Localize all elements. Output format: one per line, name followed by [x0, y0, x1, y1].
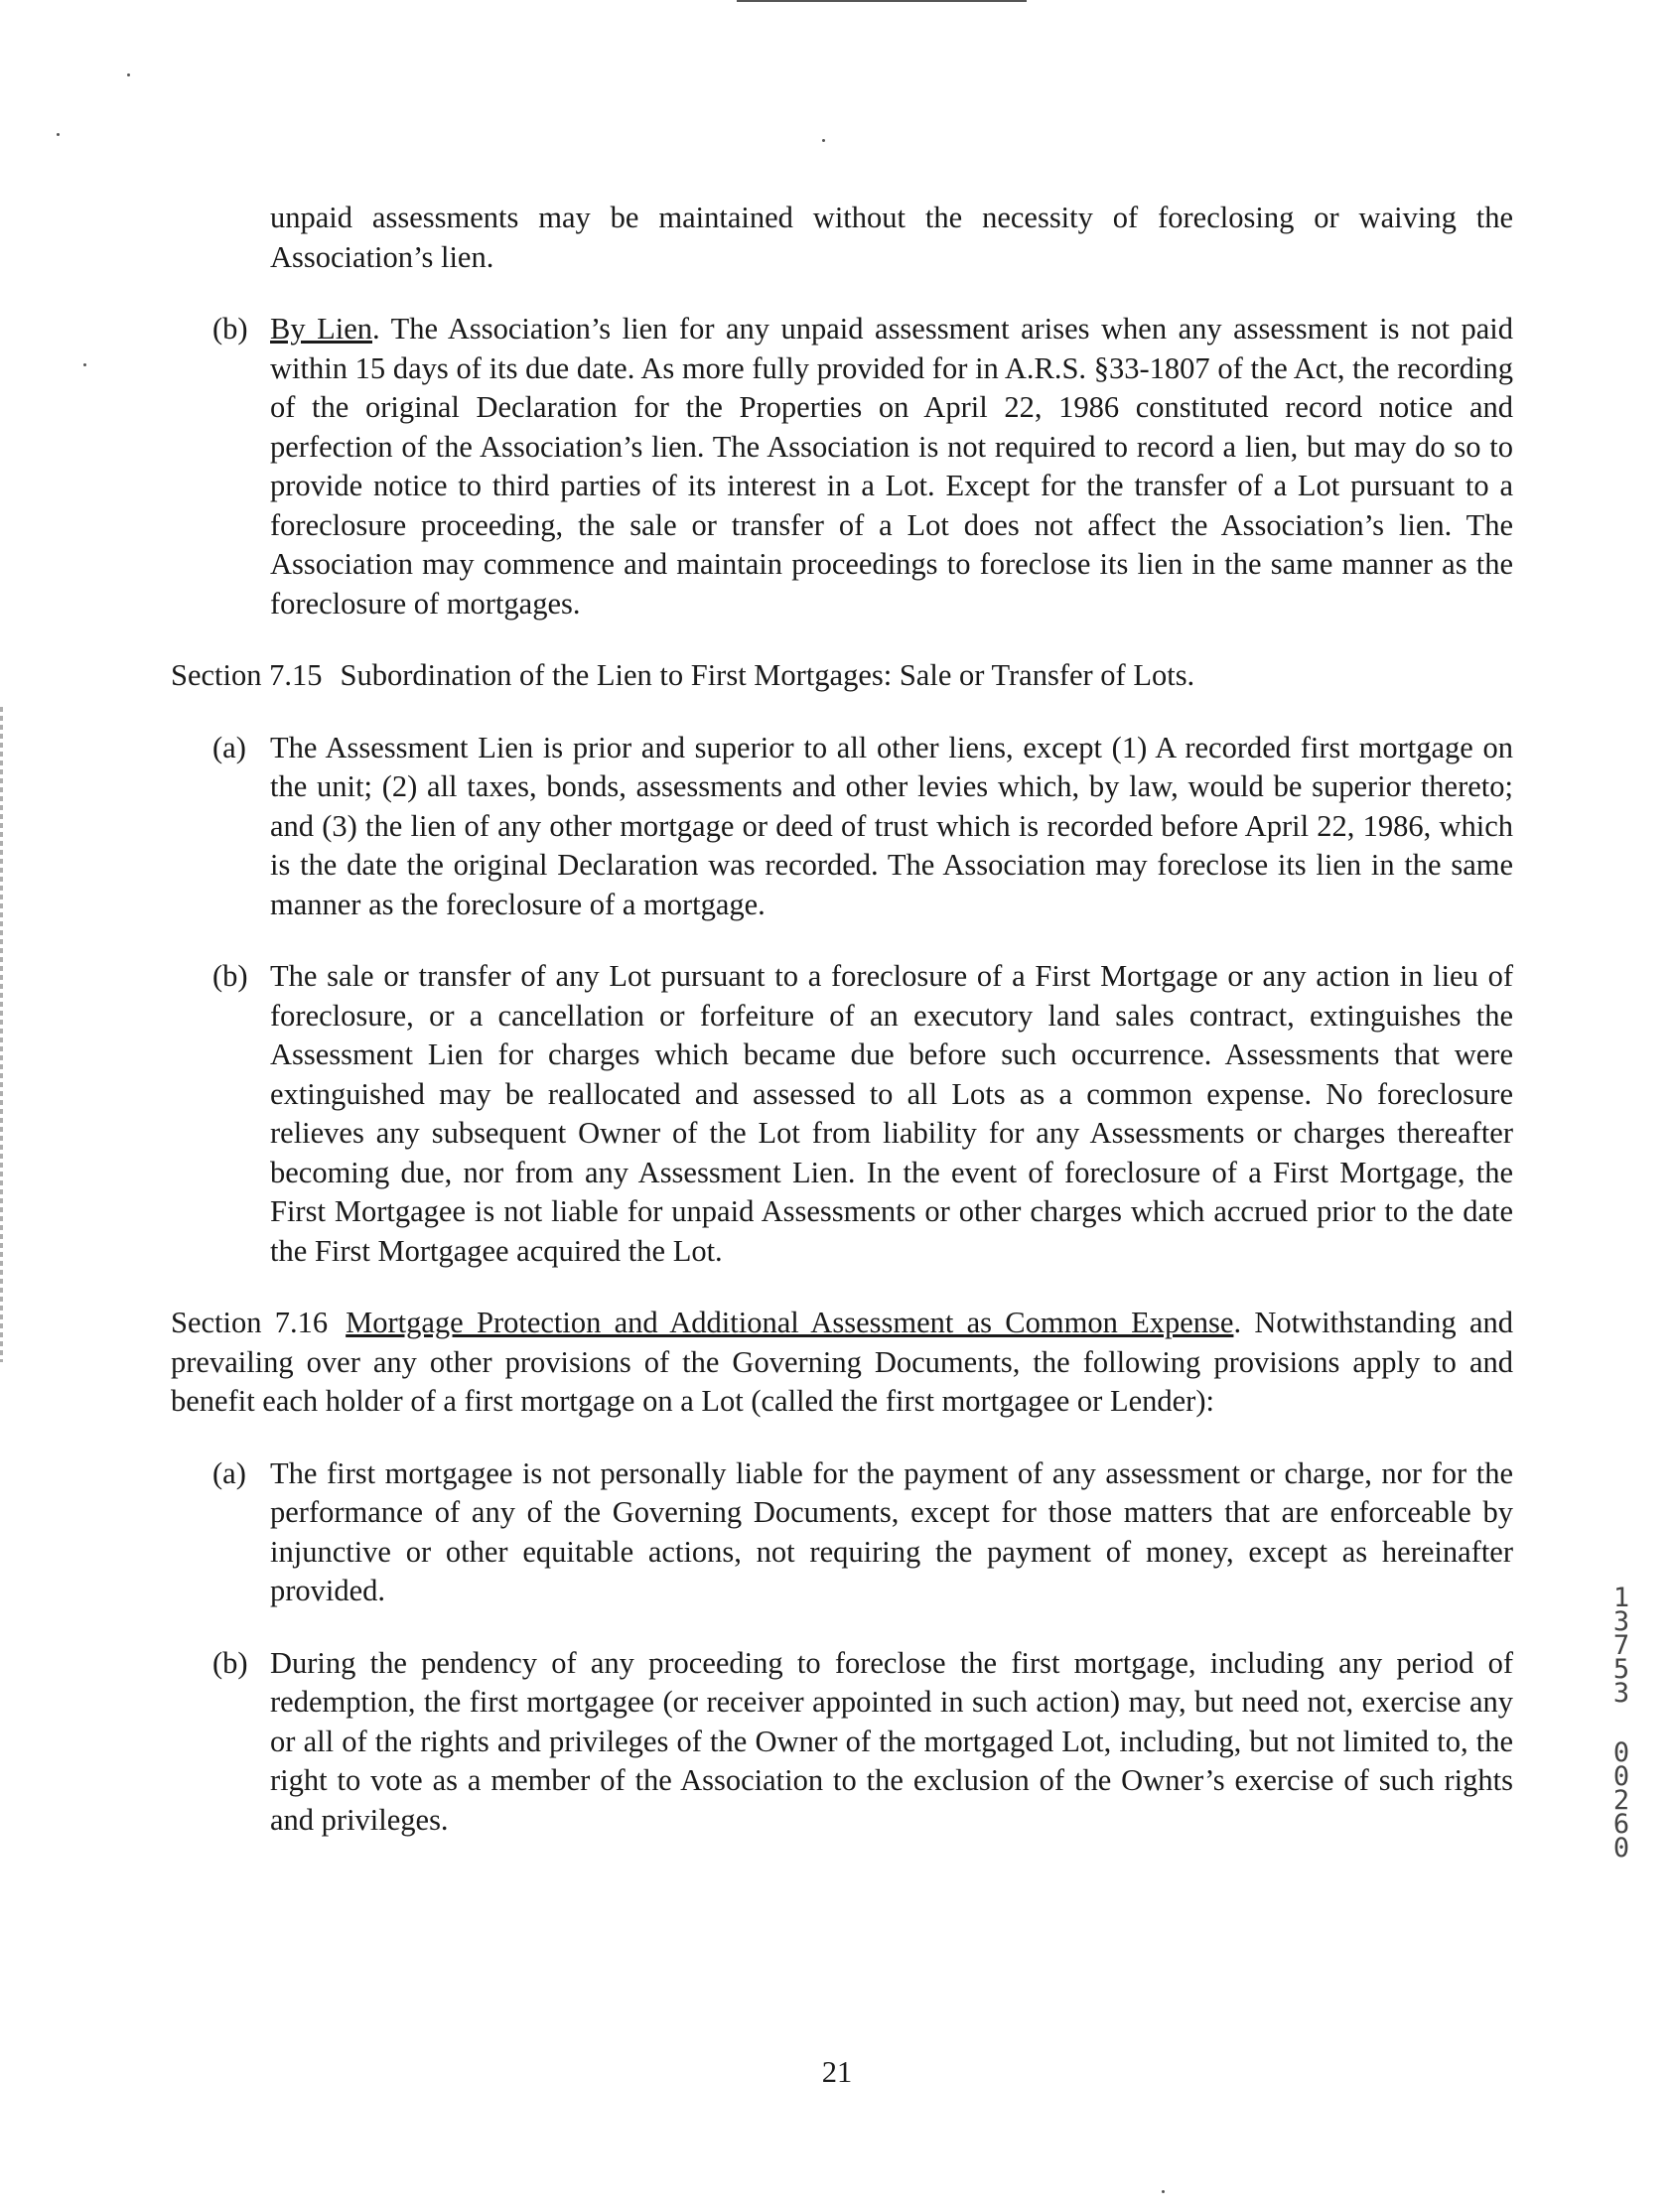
- section-number: Section 7.15: [171, 658, 323, 692]
- section-number: Section 7.16: [171, 1306, 329, 1339]
- scan-speck: [83, 363, 86, 366]
- item-label: (b): [212, 1645, 248, 1680]
- section-period: .: [1233, 1306, 1242, 1339]
- item-text: [270, 310, 1513, 623]
- section-intro: Notwithstanding and prevailing over any other provisions of the Governing Documents, the following provisions apply to and benefit each holder of a first mortgage on a Lot (called the first mortgagee or Lender):: [171, 1306, 1513, 1418]
- item-text: The first mortgagee is not personally liable for the payment of any assessment or charge, nor for the performance of any of the Governing Documents, except for those matters that are enforceable by injunctive or other equitable actions, not requiring the payment of money, except as hereinafter provided.: [270, 1455, 1513, 1607]
- item-title: By Lien: [270, 312, 372, 346]
- section-7-15-item-b: [212, 957, 1513, 1271]
- item-text: The Assessment Lien is prior and superior to all other liens, except (1) A recorded first mortgage on the unit; (2) all taxes, bonds, assessments and other levies which, by law, would be superior thereto; and (3) the lien of any other mortgage or deed of trust which is recorded before April 22, 1986, which is the date the original Declaration was recorded. The Association may foreclose its lien in the same manner as the foreclosure of a mortgage.: [270, 730, 1513, 921]
- document-body: [171, 199, 1513, 1872]
- item-label: (b): [212, 312, 248, 346]
- item-label: (a): [212, 1455, 246, 1490]
- item-body: . The Association’s lien for any unpaid assessment arises when any assessment is not paid within 15 days of its due date. As more fully provided for in A.R.S. §33-1807 of the Act, the recording of the original Declaration for the Properties on April 22, 1986 constituted record notice and perfection of the Association’s lien. The Association is not required to record a lien, but may do so to provide notice to third parties of its interest in a Lot. Except for the transfer of a Lot pursuant to a foreclosure proceeding, the sale or transfer of a Lot does not affect the Association’s lien. The Association may commence and maintain proceedings to foreclose its lien in the same manner as the foreclosure of mortgages.: [270, 312, 1513, 621]
- page-number: 21: [821, 2055, 853, 2089]
- item-text: During the pendency of any proceeding to foreclose the first mortgage, including any period of redemption, the first mortgagee (or receiver appointed in such action) may, but need not, exercise any or all of the rights and privileges of the Owner of the mortgaged Lot, including, but not limited to, the right to vote as a member of the Association to the exclusion of the Owner’s exercise of such rights and privileges.: [270, 1645, 1513, 1837]
- scan-speck: [57, 133, 60, 136]
- item-label: (a): [212, 730, 246, 764]
- section-7-15-item-a: [212, 729, 1513, 925]
- section-7-16-item-a: [212, 1454, 1513, 1611]
- intro-continuation: unpaid assessments may be maintained without the necessity of foreclosing or waiving the Association’s lien.: [270, 201, 1513, 274]
- top-scan-rule: [737, 0, 1027, 2]
- stamp-second-number: 0 0 2 6 0: [1612, 1737, 1630, 1864]
- scan-speck: [822, 139, 825, 142]
- left-scan-edge: [0, 707, 3, 1362]
- section-title: Mortgage Protection and Additional Assessment as Common Expense: [346, 1306, 1234, 1339]
- section-7-15-heading: [171, 656, 1513, 696]
- item-label: (b): [212, 959, 248, 993]
- section-7-16-item-b: [212, 1644, 1513, 1841]
- margin-recording-stamp: [1606, 1583, 1636, 1864]
- scan-speck: [1162, 2190, 1165, 2193]
- scan-speck: [127, 73, 130, 76]
- section-7-16-heading: [171, 1304, 1513, 1422]
- item-b-by-lien: [212, 310, 1513, 623]
- stamp-first-number: 1 3 7 5 3: [1612, 1583, 1630, 1709]
- section-title: Subordination of the Lien to First Mortgages: Sale or Transfer of Lots.: [340, 658, 1195, 692]
- item-text: The sale or transfer of any Lot pursuant to a foreclosure of a First Mortgage or any action in lieu of foreclosure, or a cancellation or forfeiture of an executory land sales contract, extinguishes the Assessment Lien for charges which became due before such occurrence. Assessments that were extinguished may be reallocated and assessed to all Lots as a common expense. No foreclosure relieves any subsequent Owner of the Lot from liability for any Assessments or charges thereafter becoming due, nor from any Assessment Lien. In the event of foreclosure of a First Mortgage, the First Mortgagee is not liable for unpaid Assessments or other charges which accrued prior to the date the First Mortgagee acquired the Lot.: [270, 959, 1513, 1268]
